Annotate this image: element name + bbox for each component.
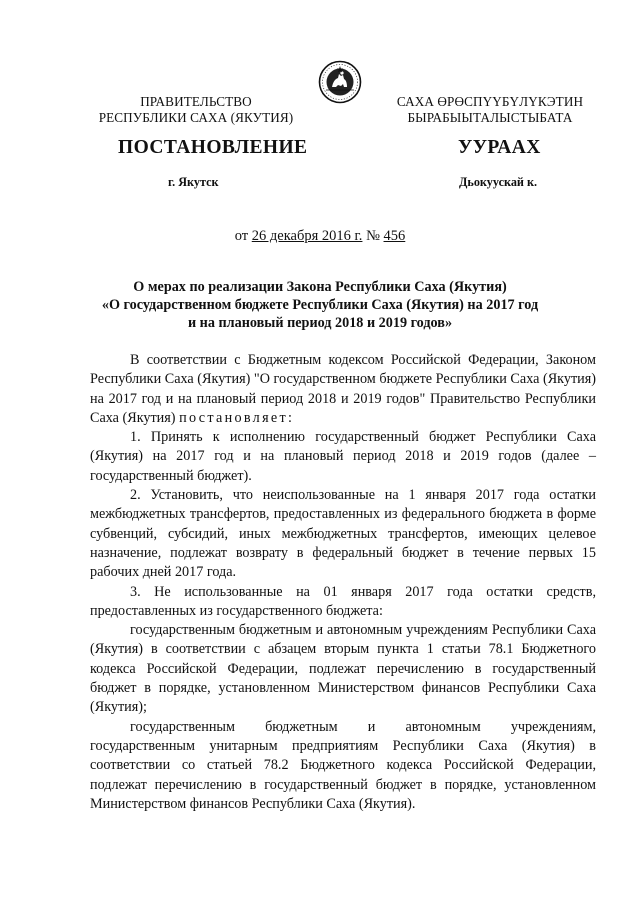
header-left-line2: РЕСПУБЛИКИ САХА (ЯКУТИЯ) — [98, 110, 294, 125]
decree-date-number — [0, 228, 640, 245]
header-right-line1: САХА ӨРӨСПҮҮБҮЛҮКЭТИН — [396, 94, 584, 109]
yakutia-coat-of-arms-icon — [318, 60, 362, 104]
clause-3: 3. Не использованные на 01 января 2017 года остатки средств, предоставленных из государственного бюджета: — [90, 583, 596, 619]
government-name-yakut — [390, 94, 590, 126]
preamble-text: В соответствии с Бюджетным кодексом Российской Федерации, Законом Республики Саха (Якутия) "О государственном бюджете Республики Саха (Якутия) на 2017 год и на плановый период 2018 и 2019 годов" Правительство Республики Саха (Якутия) — [90, 352, 596, 426]
document-title-line1: О мерах по реализации Закона Республики Саха (Якутия) — [133, 279, 507, 295]
doc-type-russian: ПОСТАНОВЛЕНИЕ — [118, 137, 308, 158]
resolves-word: постановляет: — [179, 409, 295, 426]
document-title-line3: и на плановый период 2018 и 2019 годов» — [187, 315, 453, 331]
number-sign: № — [362, 228, 384, 244]
city-russian: г. Якутск — [168, 175, 219, 189]
document-body — [90, 351, 596, 814]
date-prefix: от — [234, 228, 252, 244]
clause-3-subparagraph-1: государственным бюджетным и автономным учреждениям Республики Саха (Якутия) в соответствии с абзацем вторым пункта 1 статьи 78.1 Бюджетного кодекса Российской Федерации, подлежат перечислению в государственный бюджет в порядке, установленном Министерством финансов Республики Саха (Якутия); — [90, 622, 596, 716]
preamble-paragraph — [90, 351, 596, 428]
header-right-line2: БЫРАБЫЫТАЛЫСТЫБАТА — [407, 110, 573, 125]
clause-3-subparagraph-2: государственным бюджетным и автономным учреждениям, государственным унитарным предприятиям Республики Саха (Якутия) в соответствии со статьей 78.2 Бюджетного кодекса Российской Федерации, подлежат перечислению в государственный бюджет в порядке, установленном Министерством финансов Республики Саха (Якутия). — [90, 718, 596, 812]
header-left-line1: ПРАВИТЕЛЬСТВО — [140, 94, 252, 109]
document-title — [70, 278, 570, 332]
document-title-line2: «О государственном бюджете Республики Саха (Якутия) на 2017 год — [101, 297, 539, 313]
decree-number: 456 — [383, 228, 406, 244]
decree-date: 26 декабря 2016 г. — [251, 228, 363, 244]
clause-2: 2. Установить, что неиспользованные на 1 января 2017 года остатки межбюджетных трансфертов, предоставленных из федерального бюджета в форме субвенций, субсидий, иных межбюджетных трансфертов, имеющих целевое назначение, подлежат возврату в федеральный бюджет в течение первых 15 рабочих дней 2017 года. — [90, 487, 596, 581]
doc-type-yakut: УУРААХ — [458, 137, 541, 158]
city-yakut: Дьокуускай к. — [459, 175, 538, 189]
government-name-russian — [96, 94, 296, 126]
clause-1: 1. Принять к исполнению государственный бюджет Республики Саха (Якутия) на 2017 год и на плановый период 2018 и 2019 годов (далее – государственный бюджет). — [90, 429, 596, 484]
